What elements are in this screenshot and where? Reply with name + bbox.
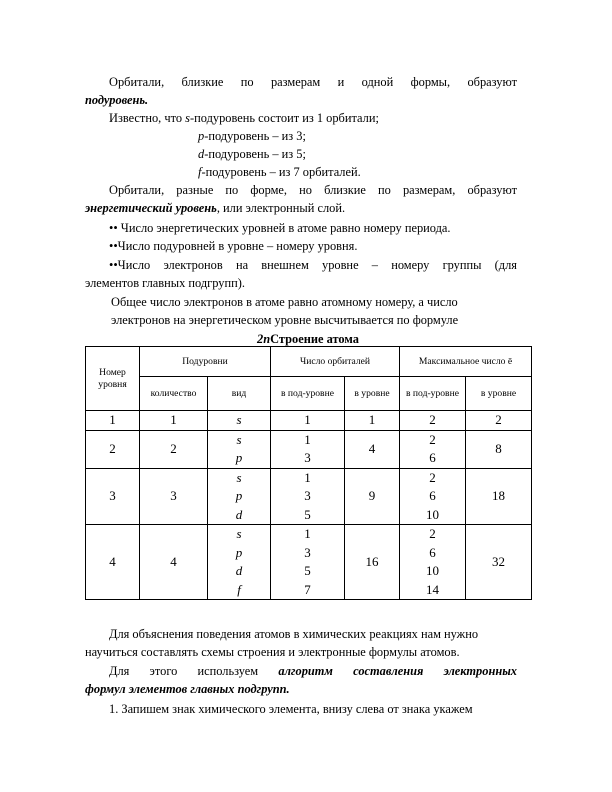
header-level-number: Номер уровня [86,347,140,411]
cell-orbitals-sublevel-item: 1 [304,469,311,485]
cell-orbitals-level: 1 [345,411,400,431]
cell-types-item: d [235,563,243,578]
cell-electrons-sublevel-item: 6 [429,450,436,465]
paragraph-total-electrons-line1: Общее число электронов в атоме равно атомному номеру, а число [111,295,458,309]
table-body [86,411,532,600]
cell-electrons-sublevel-item: 2 [429,469,436,485]
table-row [86,411,532,431]
header-in-level: в уровне [345,377,400,411]
header-in-sublevel-electrons: в под-уровне [400,377,466,411]
cell-electrons-sublevel [400,525,466,600]
table-row [86,430,532,468]
cell-types-item: p [235,450,243,465]
cell-electrons-sublevel [400,430,466,468]
header-in-sublevel: в под-уровне [271,377,345,411]
term-sublevel: подуровень. [85,93,149,107]
cell-types-item: s [236,526,242,541]
cell-orbitals-sublevel-item: 5 [304,506,311,522]
cell-types-item: s [236,431,242,447]
cell-level: 3 [86,468,140,525]
cell-level: 2 [86,430,140,468]
cell-electrons-sublevel [400,468,466,525]
cell-orbitals-sublevel-item: 5 [304,563,311,578]
known-s-sublevel: Известно, что s-подуровень состоит из 1 орбитали; [109,111,379,125]
cell-types-item: s [236,469,242,485]
atom-structure-table [85,346,532,600]
cell-orbitals-sublevel [271,468,345,525]
cell-electrons-sublevel-item: 6 [429,544,436,560]
cell-level: 1 [86,411,140,431]
cell-orbitals-sublevel [271,525,345,600]
paragraph-algorithm-line2: формул элементов главных подгрупп. [85,682,290,696]
paragraph-energy-level-line1: Орбитали, разные по форме, но близкие по размерам, образуют [109,183,517,197]
cell-count: 1 [140,411,208,431]
step-1-line: 1. Запишем знак химического элемента, внизу слева от знака укажем [109,702,473,716]
cell-orbitals-level: 4 [345,430,400,468]
header-count: количество [140,377,208,411]
bullet-sublevels: ••Число подуровней в уровне – номеру уровня. [109,239,358,253]
header-orbitals: Число орбиталей [271,347,400,377]
f-sublevel-line: f-подуровень – из 7 орбиталей. [198,165,361,179]
cell-orbitals-sublevel-item: 3 [304,488,311,503]
bullet-outer-electrons-line1: ••Число электронов на внешнем уровне – номеру группы (для [109,258,517,272]
cell-electrons-sublevel-item: 10 [426,506,439,522]
cell-orbitals-level: 9 [345,468,400,525]
table-caption: 2nСтроение атома [257,332,359,346]
cell-types [208,411,271,431]
paragraph-explain-line2: научиться составлять схемы строения и электронные формулы атомов. [85,645,460,659]
cell-count: 2 [140,430,208,468]
cell-types-item: d [235,506,243,522]
cell-count: 4 [140,525,208,600]
header-in-level-electrons: в уровне [466,377,532,411]
bullet-energy-levels: •• Число энергетических уровней в атоме равно номеру периода. [109,221,451,235]
bullet-outer-electrons-line2: элементов главных подгрупп). [85,276,245,290]
cell-count: 3 [140,468,208,525]
cell-orbitals-sublevel-item: 1 [304,431,311,447]
cell-orbitals-sublevel-item: 1 [304,412,311,427]
header-max-electrons: Максимальное число ē [400,347,532,377]
cell-electrons-level: 2 [466,411,532,431]
paragraph-explain-line1: Для объяснения поведения атомов в химических реакциях нам нужно [109,627,479,641]
cell-orbitals-sublevel-item: 3 [304,544,311,560]
cell-orbitals-sublevel-item: 7 [304,581,311,597]
cell-types [208,430,271,468]
cell-electrons-sublevel-item: 14 [426,581,439,597]
paragraph-algorithm-line1: Для этого используем алгоритм составления электронных [109,664,518,678]
cell-types-item: p [235,488,243,503]
cell-electrons-sublevel [400,411,466,431]
paragraph-orbitals-sublevel-line1: Орбитали, близкие по размерам и одной формы, образуют [109,75,517,89]
header-type: вид [208,377,271,411]
p-sublevel-line: p-подуровень – из 3; [198,129,306,143]
table-row [86,468,532,525]
cell-types-item: f [237,581,241,597]
cell-electrons-level: 8 [466,430,532,468]
cell-orbitals-sublevel [271,411,345,431]
cell-electrons-level: 18 [466,468,532,525]
cell-types [208,525,271,600]
cell-types-item: p [235,544,243,560]
d-sublevel-line: d-подуровень – из 5; [198,147,306,161]
cell-electrons-sublevel-item: 2 [429,431,436,447]
cell-electrons-sublevel-item: 2 [429,412,436,427]
cell-orbitals-sublevel-item: 3 [304,450,311,465]
cell-orbitals-sublevel-item: 1 [304,526,311,541]
cell-electrons-sublevel-item: 6 [429,488,436,503]
cell-orbitals-sublevel [271,430,345,468]
cell-electrons-sublevel-item: 2 [429,526,436,541]
cell-types [208,468,271,525]
cell-level: 4 [86,525,140,600]
cell-electrons-level: 32 [466,525,532,600]
header-sublevels: Подуровни [140,347,271,377]
table-row [86,525,532,600]
paragraph-energy-level-line2: энергетический уровень, или электронный слой. [85,201,346,215]
paragraph-total-electrons-line2: электронов на энергетическом уровне высчитывается по формуле [111,313,459,327]
cell-types-item: s [236,412,242,427]
cell-orbitals-level: 16 [345,525,400,600]
cell-electrons-sublevel-item: 10 [426,563,439,578]
